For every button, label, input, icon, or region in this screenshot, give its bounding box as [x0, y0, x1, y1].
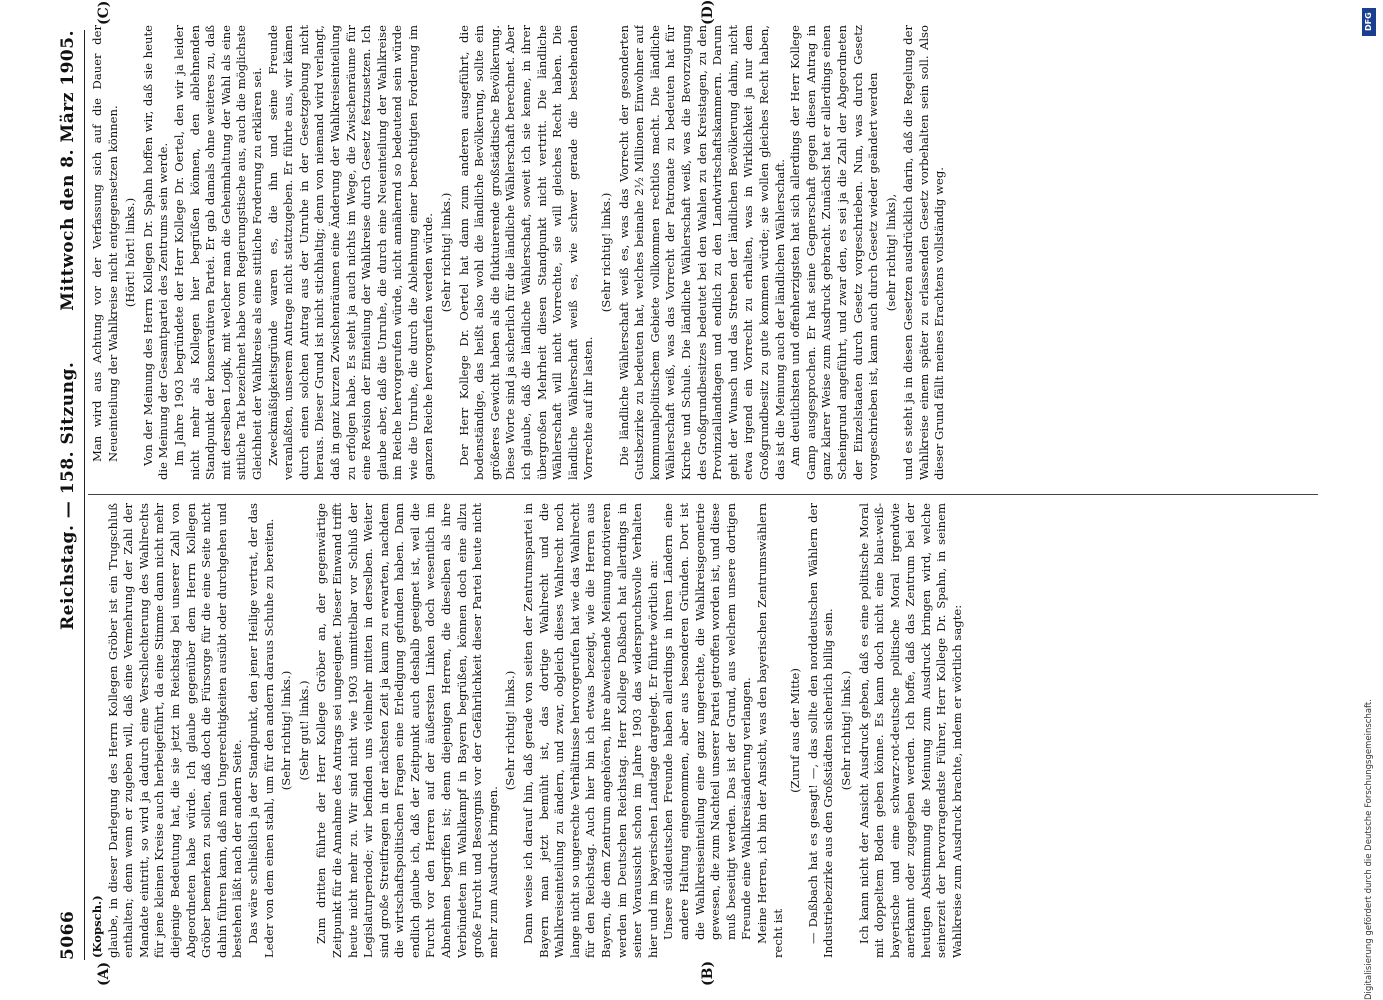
paragraph: Die ländliche Wählerschaft weiß es, was das Vorrecht der gesonderten Gutsbezirke zu bedeuten hat, welches beinahe 2½ Millionen Einwohner auf kommunalpolitischem Gebiete vollkommen rechtlos macht. Die ländliche Wählerschaft weiß, was das Vorrecht der Patronate zu bedeuten hat für Kirche und Schule. Die ländliche Wählerschaft weiß, was die Bevorzugung des Großgrundbesitzes bedeutet bei den Wahlen zu den Kreistagen, zu den Provinziallandtagen und endlich zu den Landwirtschaftskammern. Darum geht der Wunsch und das Streben der ländlichen Bevölkerung dahin, nicht etwa irgend ein Vorrecht zu erhalten, was in Wirklichkeit ja nur dem Großgrundbesitz zu gute kommen würde; sie wollen gleiches Recht haben, das ist die Meinung auch der ländlichen Wählerschaft. — [616, 25, 787, 480]
paragraph: Zweckmäßigkeitsgründe waren es, die ihn und seine Freunde veranlaßten, unserem Antrage nicht stattzugeben. Er führte aus, wir kämen durch einen solchen Antrag aus der Unruhe in der Gesetzgebung nicht heraus. Dieser Grund ist nicht stichhaltig; denn von niemand wird verlangt, daß in ganz kurzen Zwischenräumen eine Änderung der Wahlkreiseinteilung zu erfolgen habe. Es steht ja auch nichts im Wege, die Zwischenräume für eine Revision der Einteilung der Wahlkreise durch Gesetz festzusetzen. Ich glaube aber, daß die Unruhe, die durch eine Neueinteilung der Wahlkreise im Reiche hervorgerufen würde, nicht annähernd so bedeutend sein würde wie die Unruhe, die durch die Ablehnung einer berechtigten Forderung im ganzen Reiche hervorgerufen werden würde. — [265, 25, 436, 480]
interjection: (sehr richtig! links), — [883, 193, 898, 312]
margin-marker-b: (B) — [700, 960, 716, 986]
interjection: (Sehr richtig! links.) — [838, 670, 853, 791]
paragraph: Meine Herren, ich bin der Ansicht, was den bayerischen Zentrumswählern recht ist — [754, 503, 785, 958]
column-divider — [88, 494, 1318, 495]
paragraph: und es steht ja in diesen Gesetzen ausdrücklich darin, daß die Regelung der Wahlkreise einem später zu erlassenden Gesetz vorbehalten sein soll. Also dieser Grund fällt meines Erachtens vollständig weg. — [901, 25, 947, 480]
paragraph: Im Jahre 1903 begründete der Herr Kollege Dr. Oertel, den wir ja leider nicht mehr als Kollegen hier begrüßen können, den ablehnenden Standpunkt der konservativen Partei. Er gab damals ohne weiteres zu, daß mit derselben Logik, mit welcher man die Geheimhaltung der Wahl als eine sittliche Tat bezeichnet habe vom Regierungstische aus, auch die möglichste Gleichheit der Wahlkreise als eine sittliche Forderung zu erklären sei. — [171, 25, 264, 480]
paragraph: Von der Meinung des Herrn Kollegen Dr. Spahn hoffen wir, daß sie heute die Meinung der Gesamtpartei des Zentrums sein werde. — [140, 25, 171, 480]
interjection: (Zuruf aus der Mitte) — [788, 668, 803, 793]
margin-marker-d: (D) — [700, 0, 716, 25]
quotation: Unsere süddeutschen Freunde haben allerdings in ihren Ländern eine andere Haltung eingenommen, aber aus besonderen Gründen. Dort ist die Wahlkreiseinteilung eine ganz ungerechte, die Wahlkreisgeometrie gewesen, die zum Nachteil unserer Partei getroffen worden ist, und diese muß beseitigt werden. Das ist der Grund, aus welchem unsere dortigen Freunde eine Wahlkreisänderung verlangen. — [661, 503, 754, 940]
digitization-note: Digitalisierung gefördert durch die Deutsche Forschungsgemeinschaft. — [1364, 699, 1374, 1000]
paragraph: Der Herr Kollege Dr. Oertel hat dann zum anderen ausgeführt, die bodenständige, das heißt also wohl die ländliche Bevölkerung, sollte ein größeres Gewicht haben als die fluktuierende großstädtische Bevölkerung. Diese Worte sind ja sicherlich für die ländliche Wählerschaft berechnet. Aber ich glaube, daß die ländliche Wählerschaft, soweit ich sie kenne, in ihrer übergroßen Mehrheit diesen Standpunkt nicht vertritt. Die ländliche Wählerschaft will nicht Vorrechte, sie will gleiches Recht haben. Die ländliche Wählerschaft weiß es, wie schwer gerade die bestehenden Vorrechte auf ihr lasten. — [456, 25, 596, 480]
dfg-logo: DFG — [1362, 8, 1376, 36]
paragraph: Am deutlichsten und offenherzigsten hat sich allerdings der Herr Kollege Gamp ausgesprochen. Er hat seine Gegnerschaft gegen diesen Antrag in ganz klarer Weise zum Ausdruck gebracht. Zunächst hat er allerdings einen Scheingrund angeführt, und zwar den, es sei ja die Zahl der Abgeordneten der Einzelstaaten durch Gesetz vorgeschrieben. Nun, was durch Gesetz vorgeschrieben ist, kann auch durch Gesetz wieder geändert werden — [788, 25, 881, 480]
interjection: (Sehr gut! links.) — [296, 680, 311, 781]
paragraph: Zum dritten führte der Herr Kollege Gröber an, der gegenwärtige Zeitpunkt für die Annahme des Antrags sei ungeeignet. Dieser Einwand trifft heute nicht mehr zu. Wir sind nicht wie 1903 unmittelbar vor Schluß der Legislaturperiode; wir befinden uns vielmehr mitten in derselben. Weiter sind große Streitfragen in der nächsten Zeit ja kaum zu erwarten, nachdem die wirtschaftspolitischen Fragen eine Erledigung gefunden haben. Dann endlich glaube ich, daß der Zeitpunkt auch deshalb geeignet ist, weil die Furcht vor den Herren auf der äußersten Linken doch wesentlich im Abnehmen begriffen ist; denn diejenigen Herren, die dieselben als ihre Verbündeten im Wahlkampf in Bayern begrüßen, können doch eine allzu große Furcht und Besorgnis vor der Gefährlichkeit dieser Partei heute nicht mehr zum Ausdruck bringen. — [314, 503, 500, 958]
interjection: (Sehr richtig! links.) — [599, 192, 613, 313]
right-column — [90, 25, 1315, 480]
margin-marker-c: (C) — [96, 0, 112, 25]
paragraph: glaube, in dieser Darlegung des Herrn Kollegen Gröber ist ein Trugschluß enthalten; denn wenn er zugeben will, daß eine Vermehrung der Zahl der Mandate eintritt, so wird ja dadurch eine Verschlechterung des Wahlrechts für jene kleinen Kreise auch herbeigeführt, da eine Stimme dann nicht mehr diejenige Bedeutung hat, die sie jetzt im Reichstag bei unserer Zahl von Abgeordneten habe würde. Ich glaube gegenüber dem Herrn Kollegen Gröber bemerken zu sollen, daß doch die Fürsorge für die eine Seite nicht dahin führen kann, daß man Ungerechtigkeiten ausübt oder durchgehen und bestehen läßt nach der andern Seite. — [105, 503, 245, 958]
interjection: (Hört! hört! links.) — [123, 197, 138, 308]
margin-marker-a: (A) — [96, 961, 112, 986]
interjection: (Sehr richtig! links.) — [503, 670, 518, 791]
page-number: 5066 — [58, 910, 78, 960]
interjection: (Sehr richtig! links.) — [439, 192, 454, 313]
session-title: Reichstag. — 158. Sitzung. — [58, 361, 78, 630]
left-column — [90, 503, 1315, 958]
paragraph: — Daßbach hat es gesagt! —, das sollte den norddeutschen Wählern der Industriebezirke aus den Großstädten sicherlich billig sein. — [805, 503, 836, 958]
speaker-label: (Kopsch.) — [90, 895, 104, 958]
interjection: (Sehr richtig! links.) — [279, 670, 294, 791]
header-rule — [84, 30, 85, 960]
quotation: Man wird aus Achtung vor der Verfassung sich auf die Dauer der Neueinteilung der Wahlkreise nicht entgegensetzen können. — [90, 25, 120, 462]
paragraph: Das wäre schließlich ja der Standpunkt, den jener Heilige vertrat, der das Leder von dem einen stahl, um für den andern daraus Schuhe zu bereiten. — [245, 503, 276, 958]
paragraph: Dann weise ich darauf hin, daß gerade von seiten der Zentrumspartei in Bayern man jetzt bemüht ist, das dortige Wahlrecht und die Wahlkreiseinteilung zu ändern, und zwar, obgleich dieses Wahlrecht noch lange nicht so ungerechte Verhältnisse hervorgerufen hat wie das Wahlrecht für den Reichstag. Auch hier bin ich etwas bezeigt, wie die Herren aus Bayern, die dem Zentrum angehören, ihre abweichende Meinung motivieren werden im Deutschen Reichstag. Herr Kollege Daßbach hat allerdings in seiner Voraussicht schon im Jahre 1903 das widerspruchsvolle Verhalten hier und im bayerischen Landtage dargelegt. Er führte wörtlich an: — [521, 503, 660, 958]
session-date: Mittwoch den 8. März 1905. — [58, 30, 78, 311]
paragraph: Ich kann nicht der Ansicht Ausdruck geben, daß es eine politische Moral mit doppeltem Boden geben könne. Es kann doch nicht eine blau-weiß-bayerische und eine schwarz-rot-deutsche politische Moral irgendwie anerkannt oder zugegeben werden. Ich hoffe, daß das Zentrum bei der heutigen Abstimmung die Meinung zum Ausdruck bringen wird, welche seinerzeit der hervorragendste Führer, Herr Kollege Dr. Spahn, in seinem Wahlkreise zum Ausdruck brachte, indem er wörtlich sagte: — [856, 503, 965, 958]
